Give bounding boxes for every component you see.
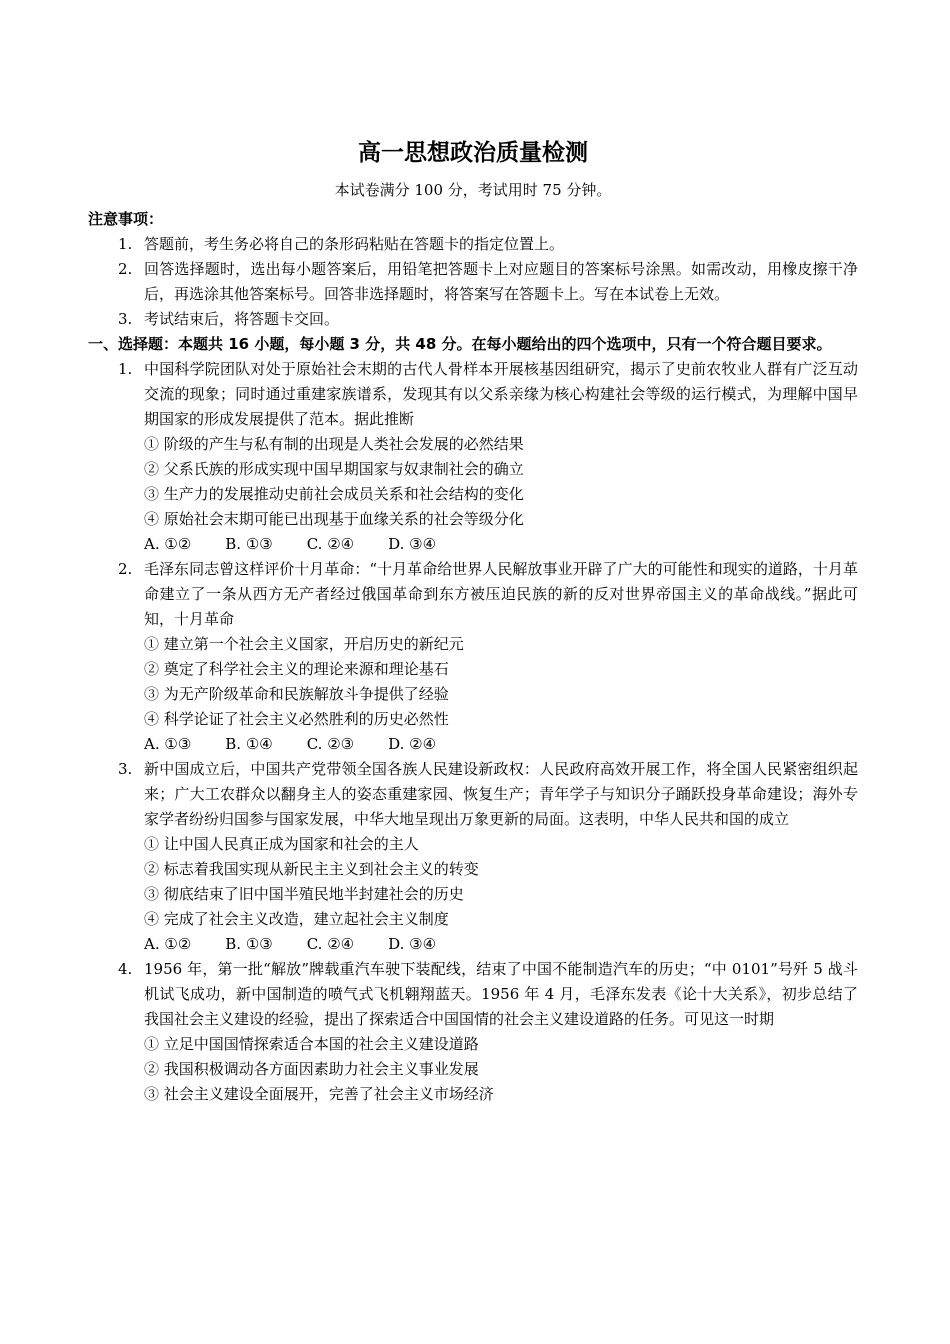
page-title: 高一思想政治质量检测 (358, 140, 588, 166)
question-list (88, 357, 858, 1107)
question-stem: 中国科学院团队对处于原始社会末期的古代人骨样本开展核基因组研究，揭示了史前农牧业人群有广泛互动交流的现象；同时通过重建家族谱系，发现其有以父系亲缘为核心构建社会等级的运行模式，为理解中国早期国家的形成发展提供了范本。据此推断 (144, 360, 858, 428)
statement-option: ③ 为无产阶级革命和民族解放斗争提供了经验 (144, 685, 449, 703)
notice-text: 答题前，考生务必将自己的条形码粘贴在答题卡的指定位置上。 (144, 235, 565, 253)
notice-list (88, 232, 858, 332)
notice-heading: 注意事项： (88, 210, 164, 228)
question-stem: 毛泽东同志曾这样评价十月革命：“十月革命给世界人民解放事业开辟了广大的可能性和现实的道路，十月革命建立了一条从西方无产者经过俄国革命到东方被压迫民族的新的反对世界帝国主义的革命战线。”据此可知，十月革命 (144, 560, 858, 628)
notice-item (88, 232, 858, 257)
answer-choices (144, 532, 858, 557)
question-stem: 1956 年，第一批“解放”牌载重汽车驶下装配线，结束了中国不能制造汽车的历史；“中 0101”号歼 5 战斗机试飞成功，新中国制造的喷气式飞机翱翔蓝天。1956 年 4 月，毛泽东发表《论十大关系》，初步总结了我国社会主义建设的经验，提出了探索适合中国国情的社会主义建设道路的任务。可见这一时期 (144, 960, 858, 1028)
notice-number: 2. (118, 260, 133, 278)
question-number: 4. (118, 960, 133, 978)
answer-choices (144, 932, 858, 957)
notice-number: 1. (118, 235, 133, 253)
answer-choice-d: D. ②④ (388, 735, 437, 753)
question-stem: 新中国成立后，中国共产党带领全国各族人民建设新政权：人民政府高效开展工作，将全国人民紧密组织起来；广大工农群众以翻身主人的姿态重建家园、恢复生产；青年学子与知识分子踊跃投身革命建设；海外专家学者纷纷归国参与国家发展，中华大地呈现出万象更新的局面。这表明，中华人民共和国的成立 (144, 760, 858, 828)
answer-choice-d: D. ③④ (388, 935, 437, 953)
answer-choice-d: D. ③④ (388, 535, 437, 553)
statement-option: ① 让中国人民真正成为国家和社会的主人 (144, 835, 419, 853)
answer-choice-b: B. ①③ (225, 535, 273, 553)
statement-option: ② 标志着我国实现从新民主主义到社会主义的转变 (144, 860, 479, 878)
answer-choice-a: A. ①② (144, 535, 192, 553)
question-4 (88, 957, 858, 1107)
question-3 (88, 757, 858, 957)
notice-number: 3. (118, 310, 133, 328)
exam-info: 本试卷满分 100 分，考试用时 75 分钟。 (334, 181, 612, 199)
section-heading: 一、选择题：本题共 16 小题，每小题 3 分，共 48 分。在每小题给出的四个选项中，只有一个符合题目要求。 (88, 335, 832, 353)
statement-option: ② 我国积极调动各方面因素助力社会主义事业发展 (144, 1060, 479, 1078)
statement-option: ③ 生产力的发展推动史前社会成员关系和社会结构的变化 (144, 485, 524, 503)
statement-option: ① 建立第一个社会主义国家，开启历史的新纪元 (144, 635, 464, 653)
notice-text: 回答选择题时，选出每小题答案后，用铅笔把答题卡上对应题目的答案标号涂黑。如需改动，用橡皮擦干净后，再选涂其他答案标号。回答非选择题时，将答案写在答题卡上。写在本试卷上无效。 (144, 260, 858, 303)
statement-option: ① 阶级的产生与私有制的出现是人类社会发展的必然结果 (144, 435, 524, 453)
answer-choice-a: A. ①② (144, 935, 192, 953)
statement-option: ④ 原始社会末期可能已出现基于血缘关系的社会等级分化 (144, 510, 524, 528)
statement-option: ③ 彻底结束了旧中国半殖民地半封建社会的历史 (144, 885, 464, 903)
statement-option: ② 奠定了科学社会主义的理论来源和理论基石 (144, 660, 449, 678)
notice-item (88, 307, 858, 332)
notice-item (88, 257, 858, 307)
statement-option: ① 立足中国国情探索适合本国的社会主义建设道路 (144, 1035, 479, 1053)
question-number: 1. (118, 360, 133, 378)
question-number: 3. (118, 760, 133, 778)
statement-option: ③ 社会主义建设全面展开，完善了社会主义市场经济 (144, 1085, 494, 1103)
answer-choice-a: A. ①③ (144, 735, 192, 753)
question-1 (88, 357, 858, 557)
answer-choice-c: C. ②③ (306, 735, 355, 753)
statement-option: ④ 完成了社会主义改造，建立起社会主义制度 (144, 910, 449, 928)
answer-choice-b: B. ①③ (225, 935, 273, 953)
answer-choices (144, 732, 858, 757)
question-number: 2. (118, 560, 133, 578)
question-2 (88, 557, 858, 757)
notice-text: 考试结束后，将答题卡交回。 (144, 310, 340, 328)
answer-choice-c: C. ②④ (306, 535, 355, 553)
answer-choice-b: B. ①④ (225, 735, 273, 753)
answer-choice-c: C. ②④ (306, 935, 355, 953)
statement-option: ② 父系氏族的形成实现中国早期国家与奴隶制社会的确立 (144, 460, 524, 478)
statement-option: ④ 科学论证了社会主义必然胜利的历史必然性 (144, 710, 449, 728)
